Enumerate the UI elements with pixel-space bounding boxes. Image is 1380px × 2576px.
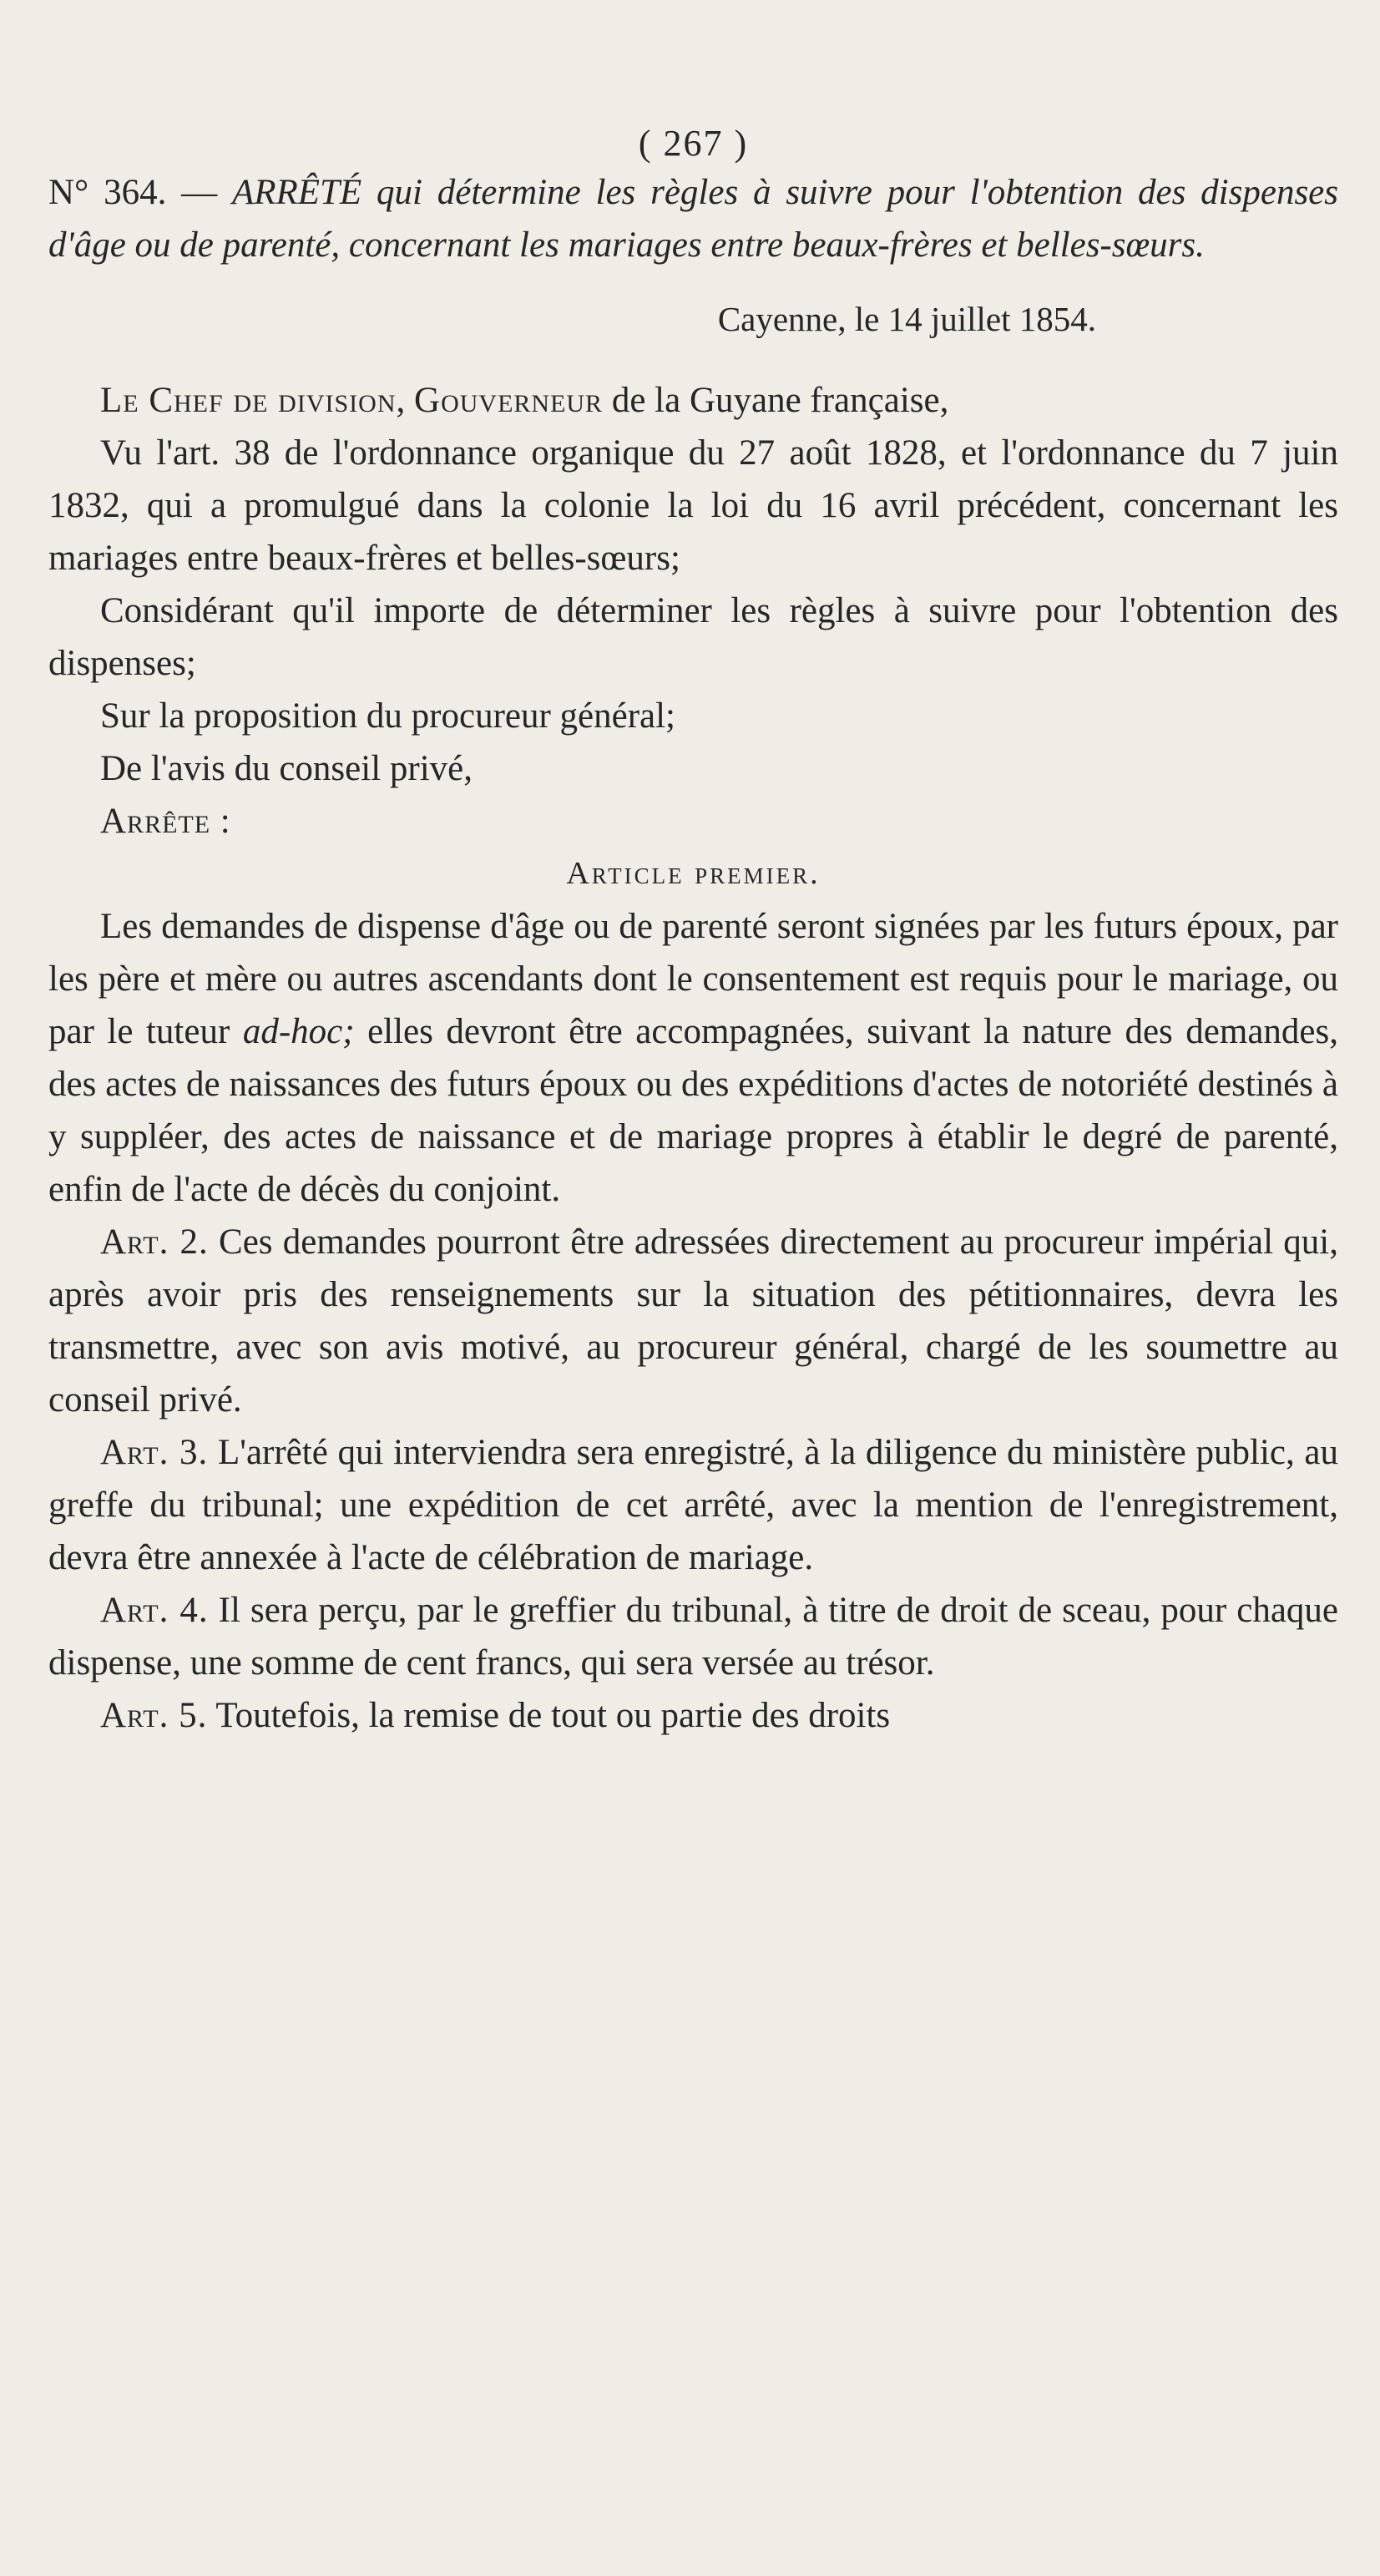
article-3-text: L'arrêté qui interviendra sera enregistré, à la diligence du ministère public, au greffe du tribunal; une expédition de cet arrêté, avec la mention de l'enregistrement, devra être annexée à l'acte de célébration de mariage.: [48, 1433, 1338, 1577]
article-premier-title: Article premier.: [566, 856, 821, 891]
authority-mid: ,: [396, 381, 415, 420]
article-2-label: Art. 2.: [100, 1222, 209, 1262]
considerant-paragraph: Considérant qu'il importe de déterminer les règles à suivre pour l'obtention des dispenses;: [48, 591, 1338, 683]
vu-paragraph: Vu l'art. 38 de l'ordonnance organique du 27 août 1828, et l'ordonnance du 7 juin 1832, qui a promulgué dans la colonie la loi du 16 avril précédent, concernant les mariages entre beaux-frères et belles-sœurs;: [48, 433, 1338, 578]
authority-title: Gouverneur: [414, 381, 604, 420]
avis-paragraph: De l'avis du conseil privé,: [100, 749, 473, 788]
decree-heading: [48, 166, 1338, 271]
article-5-label: Art. 5.: [100, 1696, 208, 1735]
article-4: [48, 1584, 1338, 1689]
article-1-text-b: elles devront être accompagnées, suivant la nature des demandes, des actes de naissances des futurs époux ou des expéditions d'actes de notoriété destinés à y suppléer, des actes de naissance et de mariage propres à établir le degré de parenté, enfin de l'acte de décès du conjoint.: [48, 1012, 1338, 1209]
article-4-label: Art. 4.: [100, 1591, 209, 1630]
article-1-italic: ad-hoc;: [242, 1012, 355, 1051]
article-3: [48, 1426, 1338, 1584]
article-4-text: Il sera perçu, par le greffier du tribunal, à titre de droit de sceau, pour chaque dispense, une somme de cent francs, qui sera versée au trésor.: [48, 1591, 1338, 1683]
article-1-text-a: Les demandes de dispense d'âge ou de parenté seront signées par les futurs époux, par les père et mère ou autres ascendants dont le consentement est requis pour le mariage, ou par le tuteur: [48, 907, 1338, 1051]
page-text: [48, 117, 1338, 1742]
arrete-line: Arrête :: [100, 802, 231, 841]
decree-title: ARRÊTÉ qui détermine les règles à suivre pour l'obtention des dispenses d'âge ou de parenté, concernant les mariages entre beaux-frères et belles-sœurs.: [48, 173, 1339, 265]
decree-number: N° 364. —: [48, 173, 232, 212]
article-3-label: Art. 3.: [100, 1433, 209, 1472]
article-2: [48, 1216, 1338, 1426]
proposition-paragraph: Sur la proposition du procureur général;: [100, 696, 676, 736]
article-5-text: Toutefois, la remise de tout ou partie des droits: [207, 1696, 891, 1735]
authority-line: [48, 374, 1338, 427]
page-number: ( 267 ): [638, 123, 749, 164]
article-1: [48, 900, 1338, 1216]
authority-prefix: Le Chef de division: [100, 381, 397, 420]
article-5: [48, 1689, 1338, 1742]
authority-suffix: de la Guyane française,: [603, 381, 949, 420]
place-date: Cayenne, le 14 juillet 1854.: [717, 300, 1096, 338]
article-2-text: Ces demandes pourront être adressées directement au procureur impérial qui, après avoir pris des renseignements sur la situation des pétitionnaires, devra les transmettre, avec son avis motivé, au procureur général, chargé de les soumettre au conseil privé.: [48, 1222, 1338, 1420]
